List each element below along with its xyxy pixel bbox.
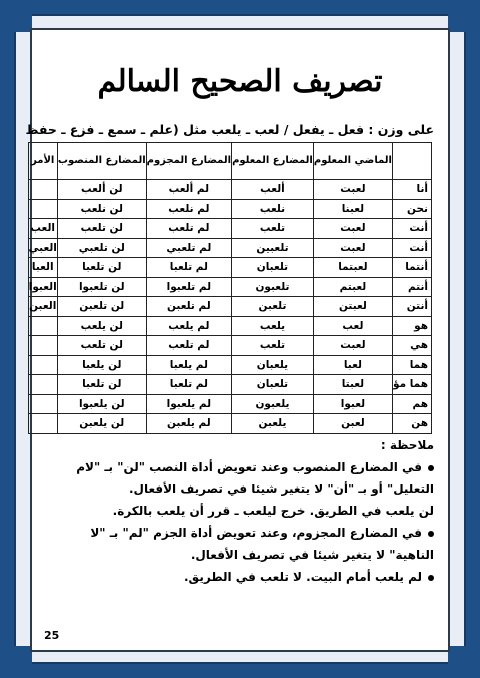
table-cell: لم تلعبي bbox=[146, 238, 231, 258]
table-cell: لن تلعبي bbox=[57, 238, 146, 258]
table-cell: لم ألعب bbox=[146, 180, 231, 200]
table-cell: لم يلعبا bbox=[146, 355, 231, 375]
header-cell: الماضي المعلوم bbox=[313, 143, 392, 180]
page-number: 25 bbox=[44, 629, 60, 642]
document-page bbox=[25, 28, 450, 652]
table-cell: العبي bbox=[28, 238, 57, 258]
table-cell: تلعبين bbox=[232, 238, 314, 258]
table-cell: لن تلعب bbox=[57, 336, 146, 356]
table-row bbox=[28, 219, 431, 239]
table-cell: تلعبون bbox=[232, 277, 314, 297]
table-cell: لم يلعب bbox=[146, 316, 231, 336]
bullet-icon bbox=[428, 531, 434, 537]
table-cell: لعبت bbox=[313, 219, 392, 239]
table-row bbox=[28, 414, 431, 434]
pronoun-cell: هي bbox=[392, 336, 431, 356]
note-line: في المضارع المنصوب وعند تعويض أداة النصب "لن" بـ "لام bbox=[44, 456, 434, 478]
pronoun-cell: أنتم bbox=[392, 277, 431, 297]
corner-ornament bbox=[448, 14, 466, 32]
table-row bbox=[28, 297, 431, 317]
table-cell: لعبوا bbox=[313, 394, 392, 414]
table-cell: لم يلعبن bbox=[146, 414, 231, 434]
table-cell: لن يلعبوا bbox=[57, 394, 146, 414]
table-cell: لم تلعب bbox=[146, 219, 231, 239]
table-cell: لعبا bbox=[313, 355, 392, 375]
table-cell: العبوا bbox=[28, 277, 57, 297]
table-cell: لن يلعب bbox=[57, 316, 146, 336]
bullet-icon bbox=[428, 575, 434, 581]
header-cell: الأمر bbox=[28, 143, 57, 180]
table-cell: لم تلعبوا bbox=[146, 277, 231, 297]
table-cell: نلعب bbox=[232, 199, 314, 219]
note-line: الناهية" لا يتغير شيئا في تصريف الأفعال. bbox=[190, 548, 434, 562]
table-cell: لعبت bbox=[313, 180, 392, 200]
bullet-icon bbox=[428, 465, 434, 471]
table-cell: لم تلعب bbox=[146, 336, 231, 356]
note-line: التعليل" أو بـ "أن" لا يتغير شيئا في تصريف الأفعال. bbox=[128, 482, 434, 496]
table-row bbox=[28, 258, 431, 278]
pronoun-cell: هم bbox=[392, 394, 431, 414]
table-cell: لم يلعبوا bbox=[146, 394, 231, 414]
table-cell: لم تلعبن bbox=[146, 297, 231, 317]
table-cell: تلعبان bbox=[232, 375, 314, 395]
table-cell: لم نلعب bbox=[146, 199, 231, 219]
header-cell: المضارع المنصوب bbox=[57, 143, 146, 180]
table-cell bbox=[28, 375, 57, 395]
table-cell: لن تلعب bbox=[57, 219, 146, 239]
table-cell: لعبت bbox=[313, 238, 392, 258]
table-cell: يلعبن bbox=[232, 414, 314, 434]
table-cell: لم تلعبا bbox=[146, 375, 231, 395]
note-line: لن يلعب في الطريق. خرج ليلعب ـ قرر أن يلعب بالكرة. bbox=[112, 504, 434, 518]
pronoun-cell: نحن bbox=[392, 199, 431, 219]
table-cell: العب bbox=[28, 219, 57, 239]
table-row bbox=[28, 394, 431, 414]
table-cell: لن نلعب bbox=[57, 199, 146, 219]
table-cell: لعبتما bbox=[313, 258, 392, 278]
table-row bbox=[28, 316, 431, 336]
header-cell: المضارع المجزوم bbox=[146, 143, 231, 180]
pronoun-cell: أنت bbox=[392, 219, 431, 239]
table-cell: ألعب bbox=[232, 180, 314, 200]
table-header-row bbox=[28, 143, 431, 180]
pronoun-cell: هو bbox=[392, 316, 431, 336]
table-row bbox=[28, 199, 431, 219]
table-cell: لعبنا bbox=[313, 199, 392, 219]
table-cell: لعبتن bbox=[313, 297, 392, 317]
table-row bbox=[28, 336, 431, 356]
table-cell: لن يلعبا bbox=[57, 355, 146, 375]
page-subtitle: على وزن : فعل ـ يفعل / لعب ـ يلعب مثل (علم ـ سمع ـ فزع ـ حفظ bbox=[25, 122, 434, 137]
table-cell bbox=[28, 336, 57, 356]
table-cell bbox=[28, 180, 57, 200]
table-cell: تلعب bbox=[232, 336, 314, 356]
note-line: لم يلعب أمام البيت. لا تلعب في الطريق. bbox=[44, 566, 434, 588]
table-row bbox=[28, 355, 431, 375]
pronoun-cell: أنتن bbox=[392, 297, 431, 317]
pronoun-cell: هما bbox=[392, 355, 431, 375]
table-cell: العبا bbox=[28, 258, 57, 278]
table-cell: لعبن bbox=[313, 414, 392, 434]
table-cell: لعب bbox=[313, 316, 392, 336]
corner-ornament bbox=[448, 646, 466, 664]
table-cell: لعبتم bbox=[313, 277, 392, 297]
table-cell bbox=[28, 316, 57, 336]
table-cell: تلعب bbox=[232, 219, 314, 239]
table-cell: لن تلعبا bbox=[57, 258, 146, 278]
table-cell: لعبت bbox=[313, 336, 392, 356]
pronoun-cell: أنا bbox=[392, 180, 431, 200]
table-cell: لن تلعبا bbox=[57, 375, 146, 395]
table-cell bbox=[28, 414, 57, 434]
table-cell bbox=[28, 199, 57, 219]
notes-heading: ملاحظة : bbox=[380, 438, 434, 452]
table-row bbox=[28, 180, 431, 200]
header-cell: المضارع المعلوم bbox=[232, 143, 314, 180]
table-row bbox=[28, 238, 431, 258]
table-row bbox=[28, 375, 431, 395]
table-cell: العبن bbox=[28, 297, 57, 317]
table-cell: تلعبان bbox=[232, 258, 314, 278]
notes-section bbox=[44, 434, 434, 588]
page-title: تصريف الصحيح السالم bbox=[97, 64, 383, 99]
table-cell: يلعبون bbox=[232, 394, 314, 414]
pronoun-cell: هن bbox=[392, 414, 431, 434]
table-cell: يلعب bbox=[232, 316, 314, 336]
pronoun-cell: هما مؤ bbox=[392, 375, 431, 395]
table-cell bbox=[28, 394, 57, 414]
table-cell: يلعبان bbox=[232, 355, 314, 375]
table-cell: تلعبن bbox=[232, 297, 314, 317]
note-line: في المضارع المجزوم، وعند تعويض أداة الجزم "لم" بـ "لا bbox=[44, 522, 434, 544]
conjugation-table bbox=[28, 142, 432, 434]
table-cell: لن ألعب bbox=[57, 180, 146, 200]
header-cell bbox=[392, 143, 431, 180]
pronoun-cell: أنتما bbox=[392, 258, 431, 278]
table-cell: لن تلعبوا bbox=[57, 277, 146, 297]
table-cell: لعبتا bbox=[313, 375, 392, 395]
table-cell: لن تلعبن bbox=[57, 297, 146, 317]
table-cell bbox=[28, 355, 57, 375]
pronoun-cell: أنت bbox=[392, 238, 431, 258]
table-row bbox=[28, 277, 431, 297]
table-cell: لن يلعبن bbox=[57, 414, 146, 434]
table-cell: لم تلعبا bbox=[146, 258, 231, 278]
